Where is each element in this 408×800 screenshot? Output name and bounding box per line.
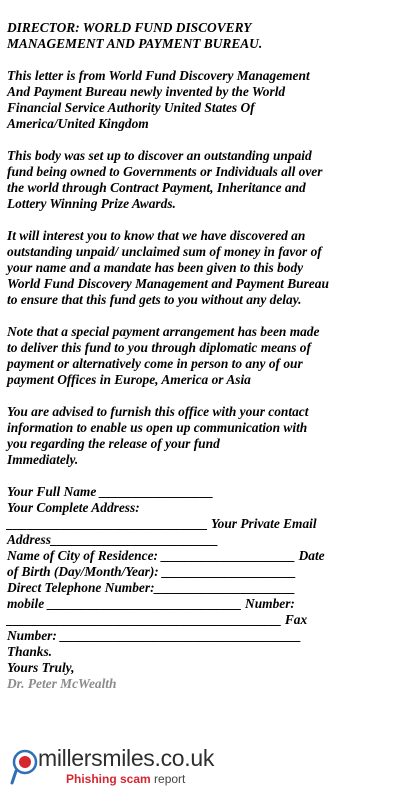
tagline-report: report <box>150 772 186 786</box>
logo-text: millersmiles.co.uk <box>38 745 215 771</box>
paragraph-intro: This letter is from World Fund Discovery Management And Payment Bureau newly invented by the World Financial Service Authority United States Of America/United Kingdom <box>7 68 310 131</box>
signature-block <box>7 660 405 692</box>
paragraph-purpose: This body was set up to discover an outstanding unpaid fund being owned to Governments or Individuals all over the world through Contract Payment, Inheritance and Lottery Winning Prize Awards. <box>7 148 323 211</box>
paragraph-payment-arrangement: Note that a special payment arrangement has been made to deliver this fund to you through diplomatic means of payment or alternatively come in person to any of our payment Offices in Europe, America or Asia <box>7 324 320 387</box>
closing-line: Yours Truly, <box>7 660 75 675</box>
letter-heading: DIRECTOR: WORLD FUND DISCOVERY MANAGEMENT AND PAYMENT BUREAU. <box>7 20 263 51</box>
logo-tagline <box>66 772 185 786</box>
paragraph-discovery: It will interest you to know that we have discovered an outstanding unpaid/ unclaimed sum of money in favor of your name and a mandate has been given to this body World Fund Discovery Management and Payment Bureau to ensure that this fund gets to you without any delay. <box>7 228 329 307</box>
paragraph-contact-request: You are advised to furnish this office with your contact information to enable us open up communication with you regarding the release of your fund Immediately. <box>7 404 309 467</box>
signature-name: Dr. Peter McWealth <box>7 676 117 691</box>
contact-form-fields: Your Full Name _________________ Your Complete Address: ______________________________ Your Private Email Address_________________________ Name of City of Residence: ____________________ Date of Birth (Day/Month/Year): ____________________ Direct Telephone Number:_____________________ mobile _____________________________ Number: _________________________________________ Fax Number: ____________________________________ Thanks. <box>7 484 325 659</box>
millersmiles-logo <box>8 745 238 791</box>
tagline-phishing: Phishing scam <box>66 772 151 786</box>
letter-body <box>7 20 405 692</box>
